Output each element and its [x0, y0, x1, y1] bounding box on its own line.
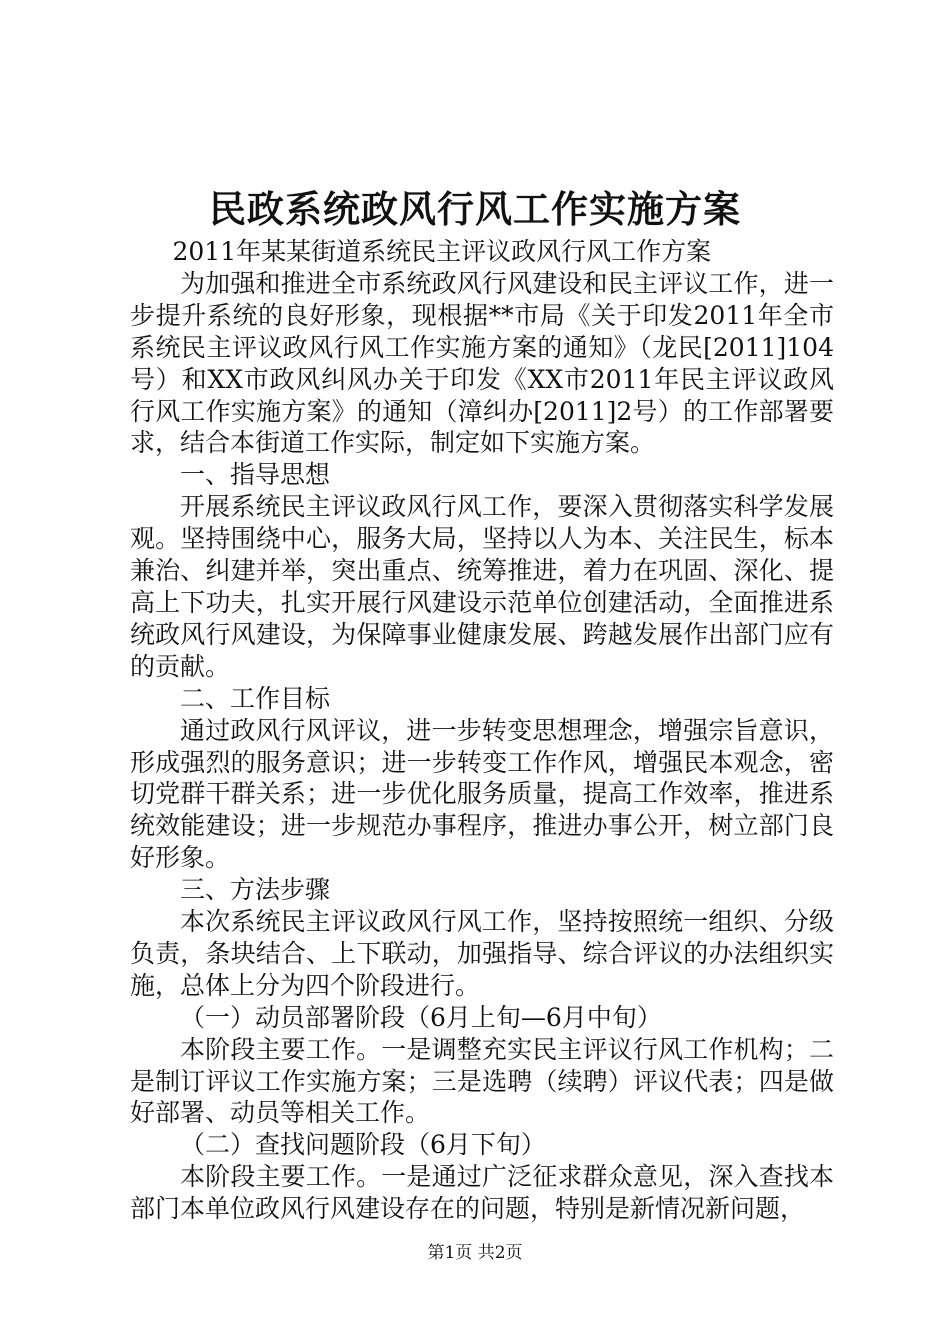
section-heading-method-steps: 三、方法步骤 [180, 875, 331, 905]
document-title: 民政系统政风行风工作实施方案 [209, 187, 741, 231]
paragraph-mobilization: 本阶段主要工作。一是调整充实民主评议行风工作机构；二是制订评议工作实施方案；三是选聘（续聘）评议代表；四是做好部署、动员等相关工作。 [130, 1034, 834, 1128]
document-subtitle: 2011年某某街道系统民主评议政风行风工作方案 [172, 237, 712, 266]
page-footer: 第1页 共2页 [427, 1243, 523, 1263]
subsection-heading-find-problems: （二）查找问题阶段（6月下旬） [180, 1130, 546, 1160]
subsection-heading-mobilization: （一）动员部署阶段（6月上旬—6月中旬） [180, 1002, 662, 1032]
paragraph-method-steps: 本次系统民主评议政风行风工作，坚持按照统一组织、分级负责，条块结合、上下联动，加强指导、综合评议的办法组织实施，总体上分为四个阶段进行。 [130, 907, 834, 1000]
paragraph-work-goals: 通过政风行风评议，进一步转变思想理念，增强宗旨意识，形成强烈的服务意识；进一步转变工作作风，增强民本观念，密切党群干群关系；进一步优化服务质量，提高工作效率，推进系统效能建设；进一步规范办事程序，推进办事公开，树立部门良好形象。 [130, 715, 834, 873]
section-heading-guiding-ideology: 一、指导思想 [180, 460, 331, 490]
paragraph-intro: 为加强和推进全市系统政风行风建设和民主评议工作，进一步提升系统的良好形象，现根据**市局《关于印发2011年全市系统民主评议政风行风工作实施方案的通知》（龙民[2011]104号）和XX市政风纠风办关于印发《XX市2011年民主评议政风行风工作实施方案》的通知（漳纠办[2011]2号）的工作部署要求，结合本街道工作实际，制定如下实施方案。 [130, 268, 834, 458]
document-body [130, 236, 834, 1225]
paragraph-find-problems: 本阶段主要工作。一是通过广泛征求群众意见，深入查找本部门本单位政风行风建设存在的问题，特别是新情况新问题， [130, 1162, 834, 1224]
section-heading-work-goals: 二、工作目标 [180, 683, 331, 713]
paragraph-guiding-ideology: 开展系统民主评议政风行风工作，要深入贯彻落实科学发展观。坚持围绕中心，服务大局，坚持以人为本、关注民生，标本兼治、纠建并举，突出重点、统筹推进，着力在巩固、深化、提高上下功夫，扎实开展行风建设示范单位创建活动，全面推进系统政风行风建设，为保障事业健康发展、跨越发展作出部门应有的贡献。 [130, 492, 834, 681]
